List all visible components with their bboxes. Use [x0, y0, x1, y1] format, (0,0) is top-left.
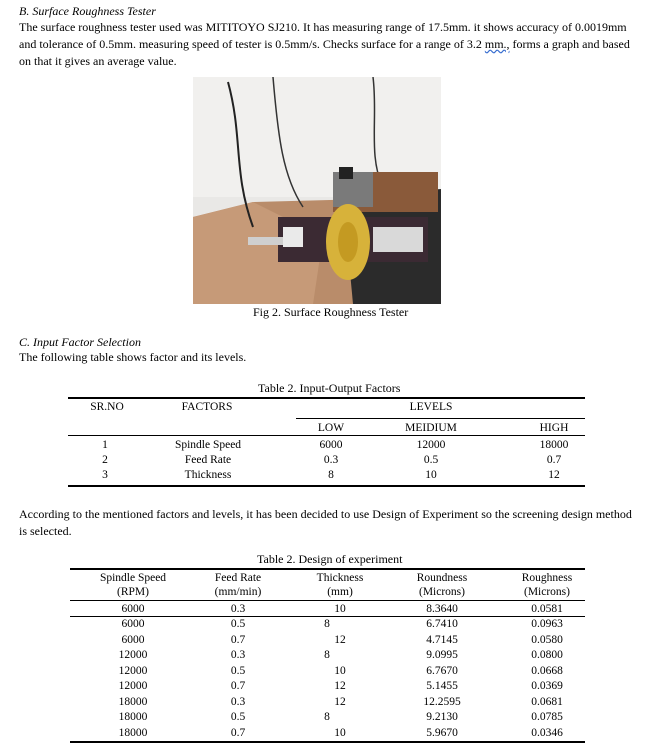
section-b-text-1: The surface roughness tester used was MITITOYO SJ210. It has measuring range of 17.5mm. it shows accuracy of 0.0019mm and tolerance of 0.5mm. measuring speed of tester is 0.5mm/s. Checks surface for a range of 3.2 — [19, 20, 627, 51]
table2-header-feed-rate: Feed Rate — [214, 572, 262, 584]
table1-row-factor: Feed Rate — [184, 454, 232, 466]
table2-header-roughness: Roughness — [521, 572, 573, 584]
table1-header-levels: LEVELS — [409, 401, 453, 413]
table2-cell-rpm: 12000 — [118, 665, 148, 677]
table1-row-sr: 1 — [102, 439, 108, 451]
table2-cell-roughness: 0.0369 — [531, 680, 563, 692]
table2-header-thickness: Thickness — [316, 572, 364, 584]
table1-sub-medium: MEIDIUM — [405, 422, 457, 434]
table2-cell-roundness: 8.3640 — [426, 603, 458, 615]
table2-cell-feed: 0.7 — [230, 727, 246, 739]
table2-cell-roundness: 12.2595 — [423, 696, 461, 708]
table1-row-factor: Spindle Speed — [174, 439, 242, 451]
table2-cell-thickness: 12 — [334, 680, 346, 692]
table1-row-low: 8 — [328, 469, 334, 481]
table2-header-spindle-speed: Spindle Speed — [99, 572, 167, 584]
table2-cell-thickness: 10 — [334, 603, 346, 615]
table2-cell-roundness: 9.0995 — [426, 649, 458, 661]
table2-header-spindle-unit: (RPM) — [117, 586, 149, 598]
table2-cell-roundness: 6.7410 — [426, 618, 458, 630]
table1-row-medium: 0.5 — [423, 454, 439, 466]
table1-caption: Table 2. Input-Output Factors — [258, 381, 401, 395]
table2-cell-roughness: 0.0346 — [531, 727, 563, 739]
table2-header-roundness: Roundness — [416, 572, 468, 584]
table1-row-factor: Thickness — [184, 469, 232, 481]
table2-header-feed-unit: (mm/min) — [214, 586, 262, 598]
table2-cell-rpm: 18000 — [118, 727, 148, 739]
table2-cell-rpm: 6000 — [121, 634, 145, 646]
table1-row-high: 12 — [548, 469, 560, 481]
table2-cell-rpm: 6000 — [121, 603, 145, 615]
table1-row-high: 18000 — [539, 439, 569, 451]
table2-cell-roundness: 5.9670 — [426, 727, 458, 739]
table2-cell-roundness: 4.7145 — [426, 634, 458, 646]
table2-cell-thickness: 10 — [334, 727, 346, 739]
table1-sub-low: LOW — [317, 422, 345, 434]
section-c-paragraph: The following table shows factor and its levels. — [19, 350, 247, 364]
table1-row-low: 6000 — [319, 439, 343, 451]
section-b-text-2: forms a graph and based on that it gives an average value. — [19, 37, 630, 68]
table2-cell-thickness: 8 — [324, 618, 330, 630]
section-b-heading: B. Surface Roughness Tester — [19, 4, 156, 18]
table2-cell-roughness: 0.0785 — [531, 711, 563, 723]
table2-cell-thickness: 8 — [324, 649, 330, 661]
table2-cell-roughness: 0.0681 — [531, 696, 563, 708]
design-method-paragraph: According to the mentioned factors and levels, it has been decided to use Design of Experiment so the screening design method is selected. — [19, 507, 632, 538]
table1-sub-high: HIGH — [539, 422, 569, 434]
table2-cell-roughness: 0.0963 — [531, 618, 563, 630]
table2-cell-roughness: 0.0800 — [531, 649, 563, 661]
table2-cell-thickness: 12 — [334, 696, 346, 708]
section-c-heading: C. Input Factor Selection — [19, 335, 141, 349]
table2-caption: Table 2. Design of experiment — [257, 552, 403, 566]
table1-row-medium: 10 — [425, 469, 437, 481]
table1-row-sr: 2 — [102, 454, 108, 466]
surface-roughness-tester-photo — [193, 77, 441, 304]
table2-header-roundness-unit: (Microns) — [419, 586, 465, 598]
table2-cell-rpm: 12000 — [118, 680, 148, 692]
table2-cell-thickness: 8 — [324, 711, 330, 723]
table2-cell-thickness: 12 — [334, 634, 346, 646]
table2-cell-rpm: 18000 — [118, 696, 148, 708]
table2-cell-rpm: 18000 — [118, 711, 148, 723]
table2-cell-feed: 0.3 — [230, 649, 246, 661]
table2-cell-roughness: 0.0581 — [531, 603, 563, 615]
table2-cell-thickness: 10 — [334, 665, 346, 677]
table2-cell-rpm: 6000 — [121, 618, 145, 630]
table2-cell-roundness: 5.1455 — [426, 680, 458, 692]
table2-cell-roughness: 0.0580 — [531, 634, 563, 646]
table2-cell-feed: 0.5 — [230, 665, 246, 677]
table2-cell-feed: 0.5 — [230, 711, 246, 723]
table2-cell-feed: 0.3 — [230, 696, 246, 708]
table1-row-low: 0.3 — [323, 454, 339, 466]
table2-cell-rpm: 12000 — [118, 649, 148, 661]
table2-cell-roughness: 0.0668 — [531, 665, 563, 677]
table2-cell-feed: 0.3 — [230, 603, 246, 615]
table2-cell-roundness: 9.2130 — [426, 711, 458, 723]
table1-header-factors: FACTORS — [181, 401, 233, 413]
table2-cell-roundness: 6.7670 — [426, 665, 458, 677]
table2-cell-feed: 0.7 — [230, 680, 246, 692]
table1-row-high: 0.7 — [546, 454, 562, 466]
table1-row-medium: 12000 — [416, 439, 446, 451]
table1-header-srno: SR.NO — [90, 401, 124, 413]
figure-caption: Fig 2. Surface Roughness Tester — [253, 305, 409, 319]
table2-cell-feed: 0.5 — [230, 618, 246, 630]
table2-header-thickness-unit: (mm) — [327, 586, 353, 598]
table1-row-sr: 3 — [102, 469, 108, 481]
section-b-paragraph — [19, 19, 639, 70]
spellcheck-flag: mm., — [484, 37, 510, 51]
table2-cell-feed: 0.7 — [230, 634, 246, 646]
table2-header-roughness-unit: (Microns) — [524, 586, 570, 598]
